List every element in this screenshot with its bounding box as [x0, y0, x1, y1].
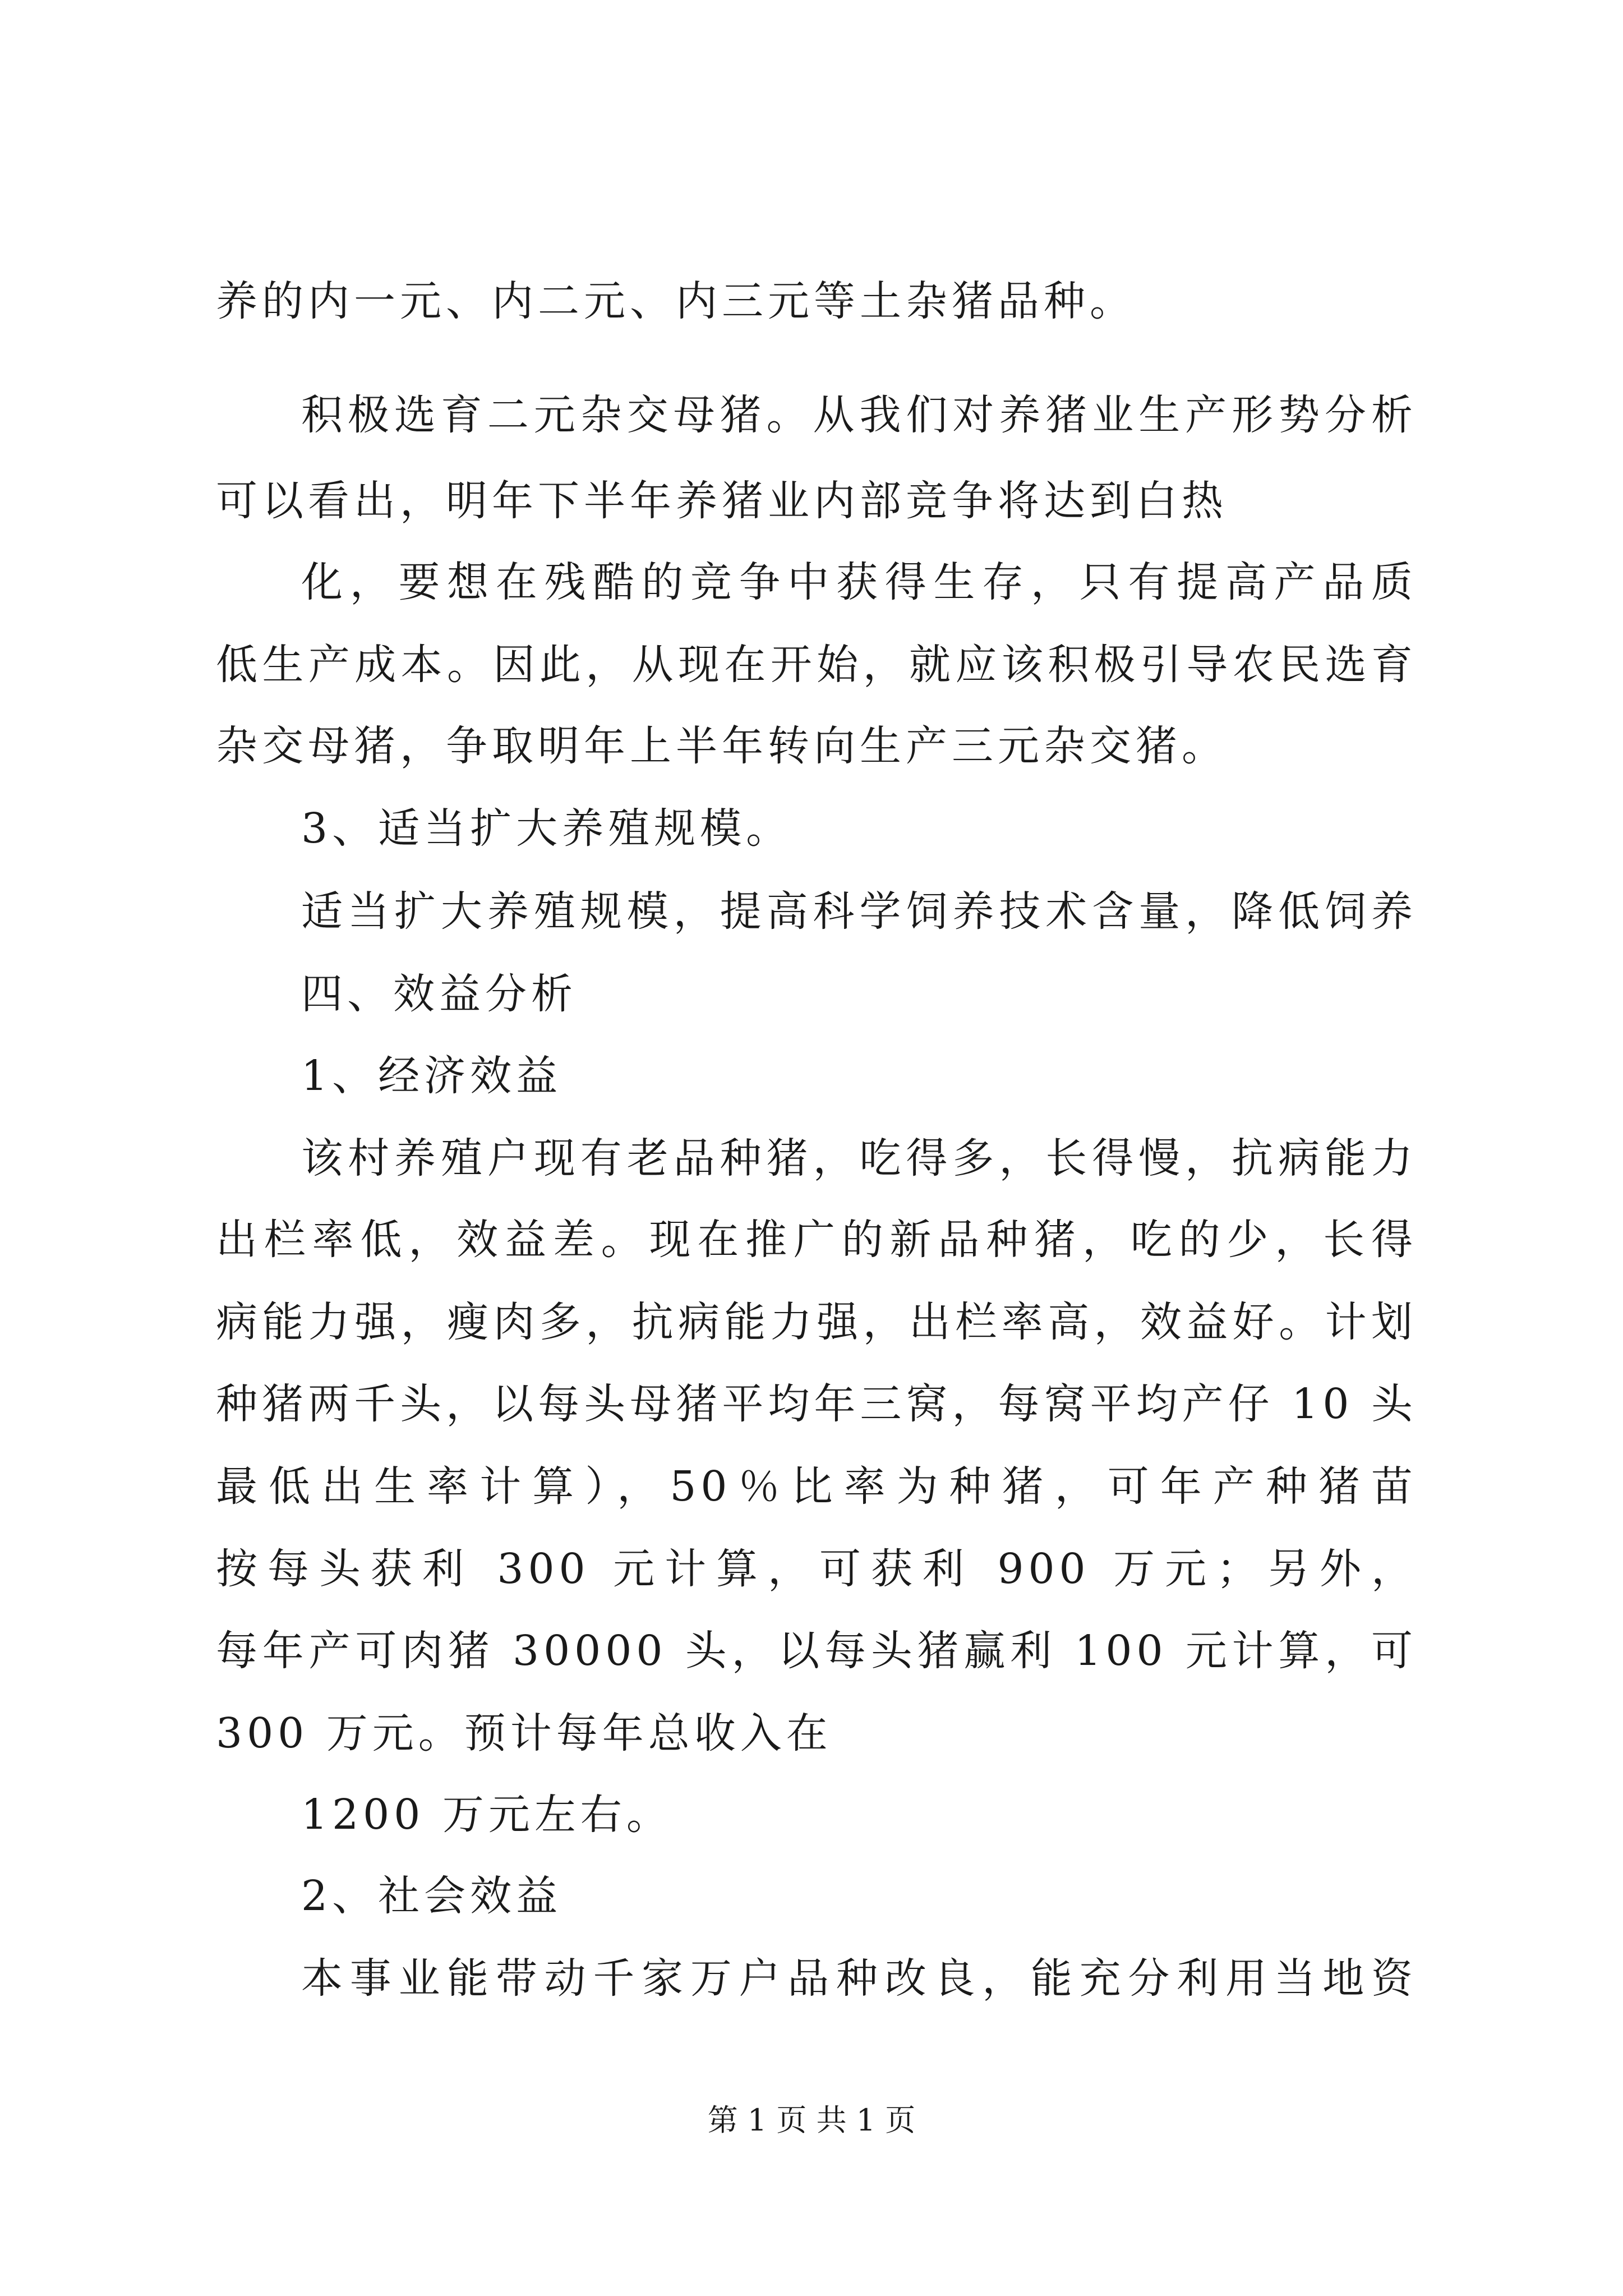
- text-line-13: 病能力强，瘦肉多，抗病能力强，出栏率高，效益好。计划: [216, 1298, 1417, 1346]
- heading-3: 3、适当扩大养殖规模。: [301, 804, 792, 853]
- text-line-4: 化，要想在残酷的竞争中获得生存，只有提高产品质: [301, 558, 1417, 606]
- text-line-14: 种猪两千头，以每头母猪平均年三窝，每窝平均产仔 10 头: [216, 1380, 1417, 1428]
- text-line-18: 300 万元。预计每年总收入在: [216, 1709, 832, 1757]
- text-line-16: 按每头获利 300 元计算，可获利 900 万元；另外，: [216, 1545, 1417, 1593]
- page-footer: 第 1 页 共 1 页: [707, 2102, 916, 2138]
- subheading-economic: 1、经济效益: [301, 1052, 562, 1100]
- text-line-19: 1200 万元左右。: [301, 1791, 672, 1839]
- text-line-2: 积极选育二元杂交母猪。从我们对养猪业生产形势分析: [301, 391, 1417, 439]
- text-line-3: 可以看出，明年下半年养猪业内部竞争将达到白热: [216, 477, 1228, 525]
- text-line-11: 该村养殖户现有老品种猪，吃得多，长得慢，抗病能力: [301, 1134, 1417, 1182]
- text-line-15: 最低出生率计算），50％比率为种猪，可年产种猪苗: [216, 1462, 1417, 1511]
- text-line-12: 出栏率低，效益差。现在推广的新品种猪，吃的少，长得: [216, 1216, 1417, 1264]
- text-line-1: 养的内一元、内二元、内三元等土杂猪品种。: [216, 277, 1136, 325]
- section-heading-4: 四、效益分析: [301, 970, 577, 1018]
- text-line-5: 低生产成本。因此，从现在开始，就应该积极引导农民选育: [216, 641, 1417, 689]
- text-line-6: 杂交母猪，争取明年上半年转向生产三元杂交猪。: [216, 722, 1228, 770]
- subheading-social: 2、社会效益: [301, 1872, 562, 1920]
- text-line-21: 本事业能带动千家万户品种改良，能充分利用当地资: [301, 1954, 1417, 2003]
- text-line-17: 每年产可肉猪 30000 头，以每头猪赢利 100 元计算，可: [216, 1627, 1417, 1675]
- text-line-8: 适当扩大养殖规模，提高科学饲养技术含量，降低饲养: [301, 887, 1417, 936]
